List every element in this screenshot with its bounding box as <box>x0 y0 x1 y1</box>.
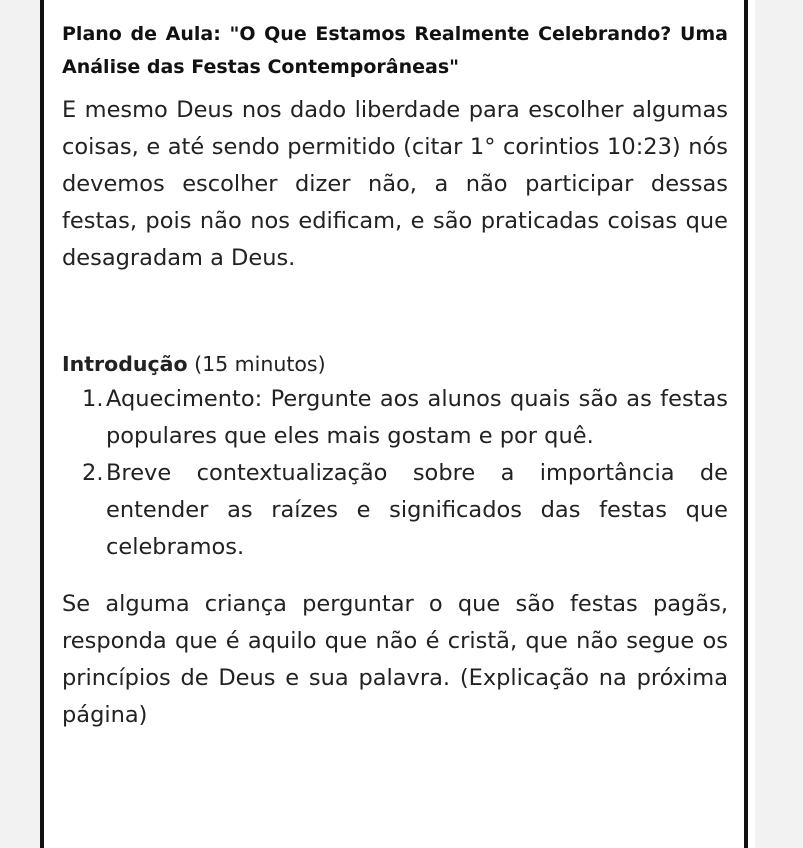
right-margin <box>755 0 803 848</box>
steps-list <box>62 381 728 566</box>
list-item-text: Breve contextualização sobre a importância de entender as raízes e significados das festas que celebramos. <box>106 460 728 560</box>
list-item-number: 1. <box>82 386 104 412</box>
intro-paragraph: E mesmo Deus nos dado liberdade para escolher algumas coisas, e até sendo permitido (citar 1° corintios 10:23) nós devemos escolher dizer não, a não participar dessas festas, pois não nos edificam, e são praticadas coisas que desagradam a Deus. <box>62 97 728 271</box>
list-item-text: Aquecimento: Pergunte aos alunos quais são as festas populares que eles mais gostam e por quê. <box>106 386 728 449</box>
section-heading-label: Introdução <box>62 352 188 376</box>
document-content <box>62 18 728 734</box>
closing-paragraph: Se alguma criança perguntar o que são festas pagãs, responda que é aquilo que não é cristã, que não segue os princípios de Deus e sua palavra. (Explicação na próxima página) <box>62 591 728 728</box>
list-item <box>62 381 728 455</box>
document-title: Plano de Aula: "O Que Estamos Realmente Celebrando? Uma Análise das Festas Contemporâneas" <box>62 23 728 78</box>
list-item <box>62 455 728 566</box>
left-margin <box>0 0 40 848</box>
list-item-number: 2. <box>82 460 104 486</box>
section-heading <box>62 347 728 381</box>
section-heading-duration: (15 minutos) <box>187 352 326 376</box>
